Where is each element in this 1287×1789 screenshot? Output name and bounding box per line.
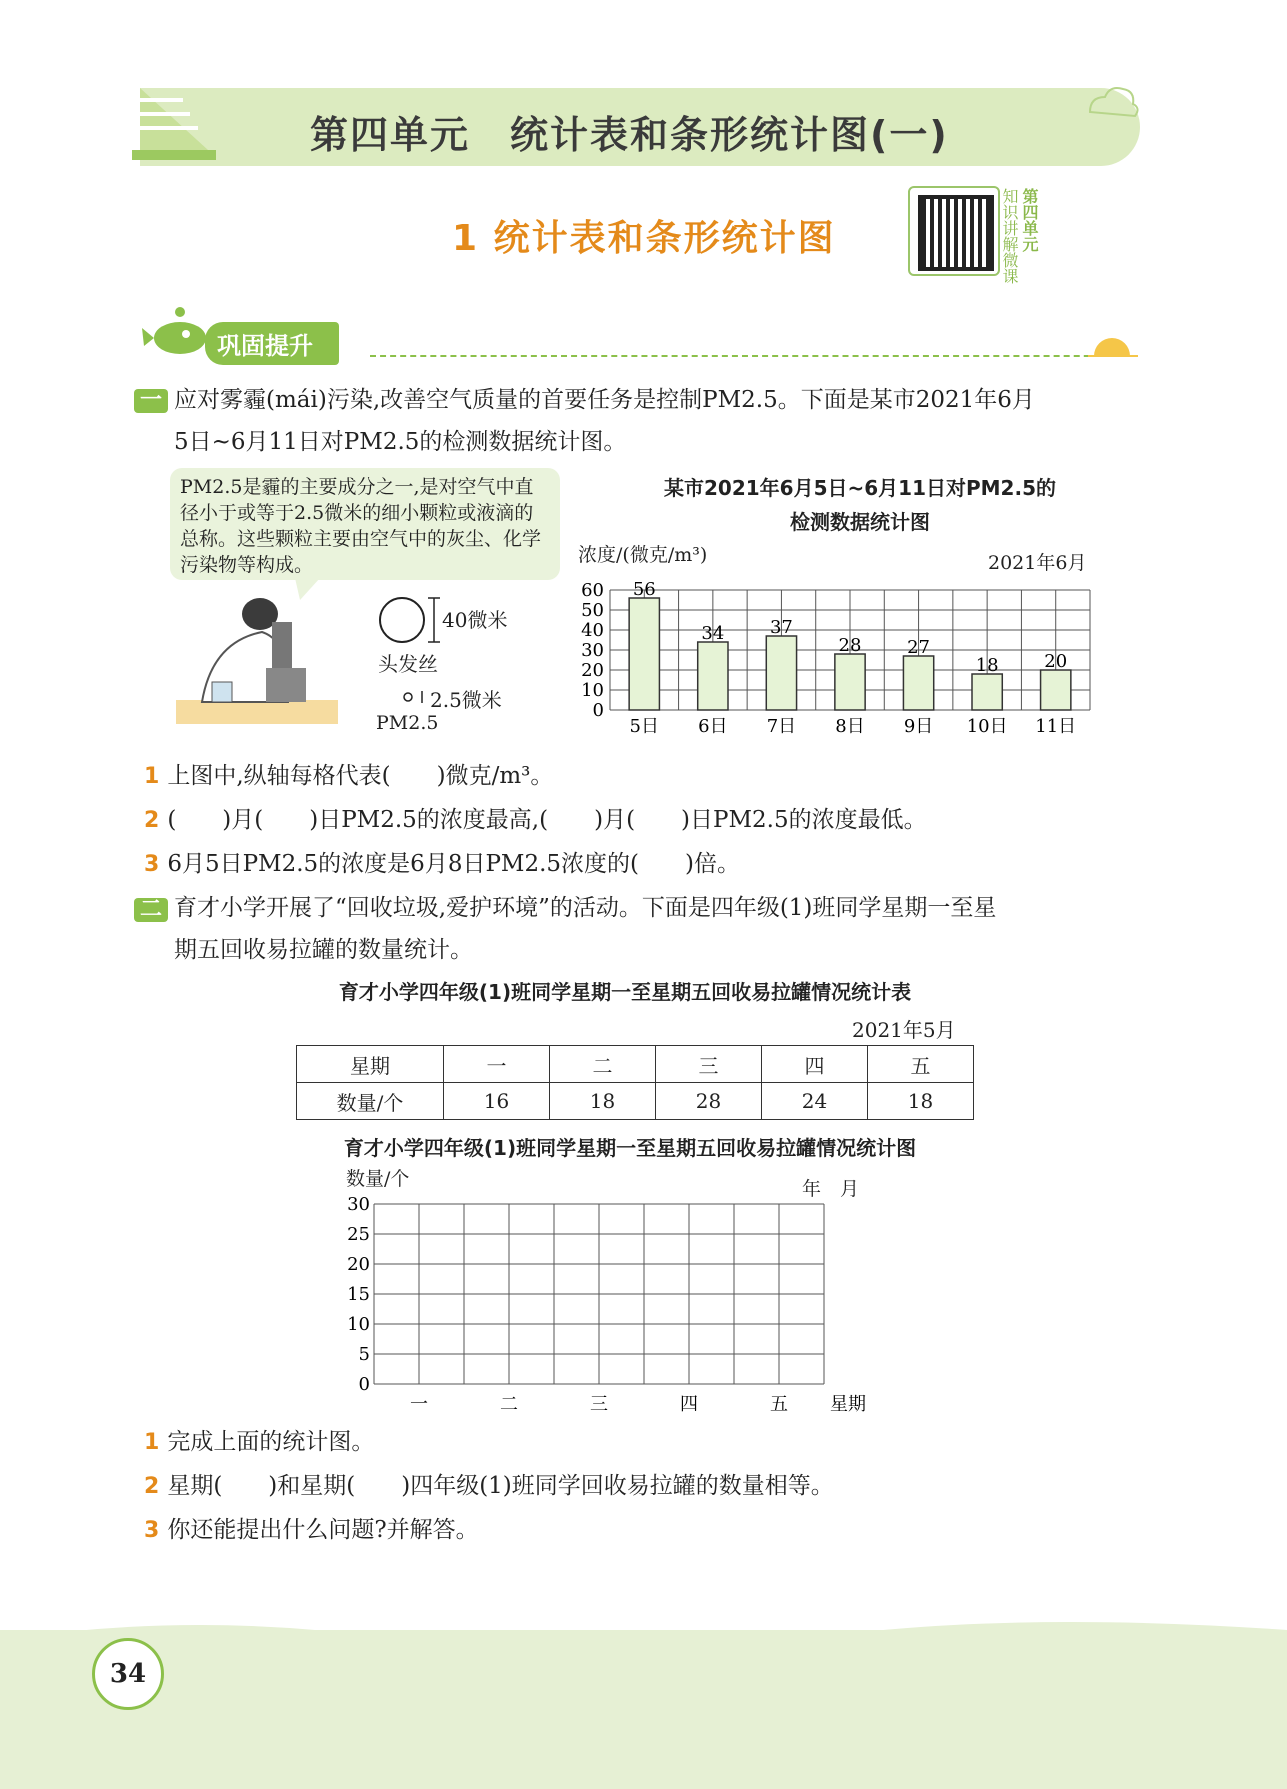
pm-label: PM2.5 — [376, 712, 439, 734]
y-tick-label: 60 — [581, 580, 604, 601]
qr-caption-unit: 第四单元 — [1020, 188, 1039, 252]
subquestion-number: 1 — [144, 1430, 160, 1455]
subquestion-text: ( )月( )日PM2.5的浓度最高,( )月( )日PM2.5的浓度最低。 — [167, 807, 927, 833]
bar — [698, 642, 728, 710]
cloud-icon — [1080, 72, 1140, 132]
section-divider — [370, 355, 1130, 357]
qr-caption: 知识讲解微课 — [1000, 188, 1019, 284]
y-tick-label: 0 — [592, 700, 604, 721]
table-cell: 18 — [868, 1083, 974, 1120]
bar-value-label: 34 — [701, 623, 725, 644]
x-tick-label: 7日 — [766, 716, 797, 737]
subquestion-3 — [144, 842, 740, 887]
section-badge: 巩固提升 — [205, 322, 339, 365]
table-cell: 24 — [762, 1083, 868, 1120]
chart1-date: 2021年6月 — [988, 552, 1087, 574]
table-header-cell: 星期 — [297, 1046, 444, 1083]
subquestion-text: 完成上面的统计图。 — [167, 1429, 375, 1455]
y-tick-label: 5 — [358, 1344, 370, 1365]
subquestion-number: 3 — [144, 852, 160, 877]
subquestion-number: 1 — [144, 764, 160, 789]
sunset-icon — [1088, 328, 1138, 358]
chart1-title: 某市2021年6月5日~6月11日对PM2.5的 — [664, 476, 1056, 500]
subquestion-text: 上图中,纵轴每格代表( )微克/m³。 — [167, 763, 554, 789]
subquestion-number: 2 — [144, 1474, 160, 1499]
whale-icon — [140, 300, 210, 360]
question-text: 育才小学开展了“回收垃圾,爱护环境”的活动。下面是四年级(1)班同学星期一至星 — [174, 895, 997, 921]
bar — [903, 656, 933, 710]
pm-size-label: 2.5微米 — [430, 688, 502, 712]
page-number: 34 — [92, 1638, 164, 1710]
table-cell: 28 — [656, 1083, 762, 1120]
bar — [835, 654, 865, 710]
subquestion-text: 星期( )和星期( )四年级(1)班同学回收易拉罐的数量相等。 — [167, 1473, 834, 1499]
hair-size-label: 40微米 — [442, 608, 508, 632]
bar-value-label: 37 — [769, 617, 793, 638]
table-header-cell: 二 — [550, 1046, 656, 1083]
y-tick-label: 15 — [347, 1284, 370, 1305]
x-tick-label: 10日 — [966, 716, 1008, 737]
subquestion-2 — [144, 1464, 834, 1509]
chart2-plot[interactable] — [330, 1194, 910, 1414]
info-bubble: PM2.5是霾的主要成分之一,是对空气中直径小于或等于2.5微米的细小颗粒或液滴的总称。这些颗粒主要由空气中的灰尘、化学污染物等构成。 — [170, 468, 560, 580]
qr-code-icon[interactable] — [918, 195, 994, 271]
bar-value-label: 27 — [907, 637, 931, 658]
subquestion-text: 6月5日PM2.5的浓度是6月8日PM2.5浓度的( )倍。 — [167, 851, 740, 877]
bar-value-label: 18 — [975, 655, 999, 676]
subquestion-text: 你还能提出什么问题?并解答。 — [167, 1517, 479, 1543]
recycling-table — [296, 1045, 974, 1120]
table-cell: 16 — [444, 1083, 550, 1120]
question-number: 二 — [134, 898, 168, 922]
table-cell: 数量/个 — [297, 1083, 444, 1120]
subquestion-2 — [144, 798, 927, 843]
chart1-title-2: 检测数据统计图 — [790, 510, 930, 534]
x-tick-label: 11日 — [1035, 716, 1077, 737]
x-tick-label: 三 — [590, 1394, 608, 1414]
bar — [972, 674, 1002, 710]
chart2-title: 育才小学四年级(1)班同学星期一至星期五回收易拉罐情况统计图 — [343, 1136, 917, 1160]
subquestion-number: 3 — [144, 1518, 160, 1543]
x-tick-label: 四 — [680, 1394, 698, 1414]
subquestion-3 — [144, 1508, 479, 1553]
y-tick-label: 20 — [347, 1254, 370, 1275]
bar — [1041, 670, 1071, 710]
footer-background — [0, 1630, 1287, 1789]
x-tick-label: 五 — [770, 1394, 788, 1414]
sailboat-icon — [128, 80, 218, 170]
y-tick-label: 50 — [581, 600, 604, 621]
bar — [629, 598, 659, 710]
table-header-cell: 一 — [444, 1046, 550, 1083]
chart1-ylabel: 浓度/(微克/m³) — [578, 544, 708, 566]
table-header-cell: 五 — [868, 1046, 974, 1083]
bar — [766, 636, 796, 710]
y-tick-label: 10 — [347, 1314, 370, 1335]
chart2-grid — [374, 1204, 824, 1384]
bar-value-label: 28 — [838, 635, 862, 656]
scientist-microscope-illustration — [172, 592, 344, 728]
table-date: 2021年5月 — [852, 1018, 956, 1042]
question-text: 应对雾霾(mái)污染,改善空气质量的首要任务是控制PM2.5。下面是某市2021年6月 — [174, 387, 1035, 413]
y-tick-label: 20 — [581, 660, 604, 681]
x-tick-label: 6日 — [698, 716, 728, 737]
subquestion-1 — [144, 1420, 374, 1465]
table-row — [297, 1083, 974, 1120]
hair-label: 头发丝 — [378, 652, 438, 676]
table-header-row — [297, 1046, 974, 1083]
bar-value-label: 56 — [632, 579, 656, 600]
y-tick-label: 0 — [358, 1374, 370, 1395]
table-title: 育才小学四年级(1)班同学星期一至星期五回收易拉罐情况统计表 — [338, 980, 912, 1004]
unit-title: 第四单元 统计表和条形统计图(一) — [310, 113, 949, 157]
y-tick-label: 30 — [581, 640, 604, 661]
y-tick-label: 10 — [581, 680, 604, 701]
chart2-ylabel: 数量/个 — [346, 1168, 410, 1190]
question-text-cont: 期五回收易拉罐的数量统计。 — [174, 937, 473, 963]
y-tick-label: 30 — [347, 1194, 370, 1215]
subquestion-1 — [144, 754, 553, 799]
x-tick-label: 9日 — [903, 716, 934, 737]
bar-value-label: 20 — [1044, 651, 1068, 672]
question-number: 一 — [134, 389, 168, 413]
x-tick-label: 二 — [500, 1394, 518, 1414]
table-header-cell: 四 — [762, 1046, 868, 1083]
x-tick-label: 一 — [410, 1394, 428, 1414]
subquestion-number: 2 — [144, 808, 160, 833]
table-header-cell: 三 — [656, 1046, 762, 1083]
y-tick-label: 25 — [347, 1224, 370, 1245]
chart1-plot — [570, 560, 1120, 750]
x-tick-label: 8日 — [835, 716, 865, 737]
chart2-date: 年 月 — [802, 1178, 860, 1200]
x-tick-label: 5日 — [629, 716, 660, 737]
lesson-title: 1 统计表和条形统计图 — [452, 218, 836, 259]
x-axis-label: 星期 — [830, 1394, 866, 1414]
table-cell: 18 — [550, 1083, 656, 1120]
y-tick-label: 40 — [581, 620, 604, 641]
question-text-cont: 5日~6月11日对PM2.5的检测数据统计图。 — [174, 429, 627, 455]
